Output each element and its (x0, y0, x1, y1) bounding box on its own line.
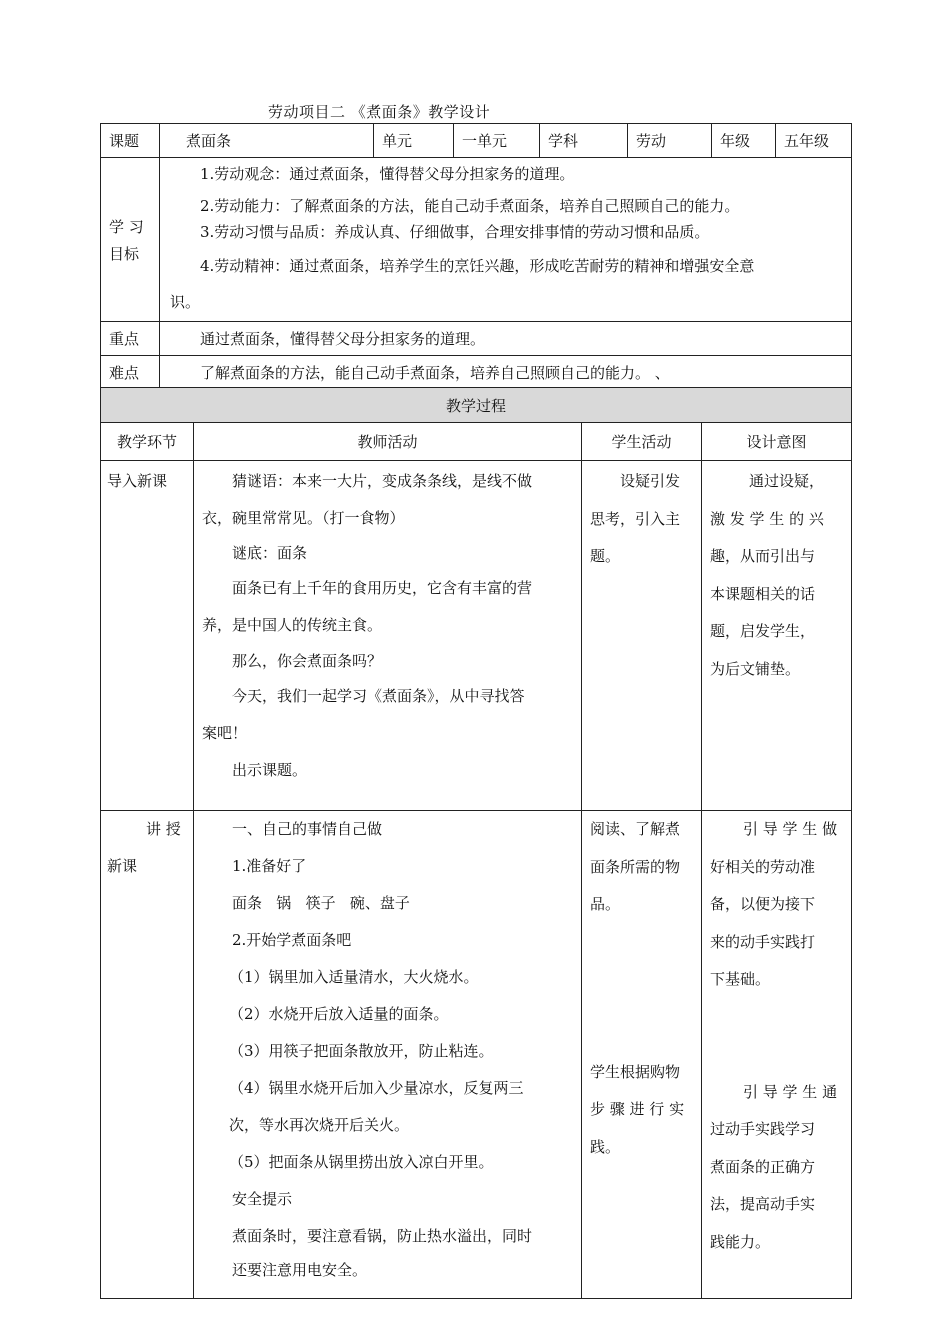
objective-item: 识。 (170, 293, 201, 311)
student-line: 思考，引入主 (590, 509, 681, 528)
intent-line: 引 导 学 生 做 (743, 820, 838, 838)
stage-lecture (101, 811, 194, 1299)
objective-item: 2.劳动能力：了解煮面条的方法，能自己动手煮面条，培养自己照顾自己的能力。 (200, 197, 740, 215)
student-line: 面条所需的物 (590, 857, 681, 876)
teacher-line: （5）把面条从锅里捞出放入凉白开里。 (229, 1153, 494, 1171)
teacher-line: 还要注意用电安全。 (232, 1261, 368, 1279)
teacher-line: 养，是中国人的传统主食。 (202, 616, 383, 634)
process-table (100, 387, 852, 1299)
unit-value: 一单元 (454, 124, 540, 158)
header-student: 学生活动 (582, 423, 702, 461)
header-intent: 设计意图 (702, 423, 852, 461)
objectives-label-line1: 学 习 (109, 217, 144, 236)
stage-intro (101, 461, 194, 811)
difficulty-label: 难点 (101, 356, 160, 390)
unit-label: 单元 (374, 124, 454, 158)
student-line: 设疑引发 (620, 472, 681, 490)
teacher-line: 煮面条时，要注意看锅，防止热水溢出，同时 (232, 1227, 533, 1245)
objective-item: 4.劳动精神：通过煮面条，培养学生的烹饪兴趣，形成吃苦耐劳的精神和增强安全意 (200, 257, 755, 275)
objectives-label-line2: 目标 (109, 244, 140, 263)
teacher-line: 安全提示 (232, 1190, 293, 1208)
intent-line: 过动手实践学习 (710, 1120, 816, 1138)
stage-lecture-label-2: 新课 (107, 857, 138, 875)
student-line: 题。 (590, 547, 621, 565)
intent-line: 激 发 学 生 的 兴 (710, 509, 824, 528)
intent-line: 备，以便为接下 (710, 895, 816, 913)
teacher-line: 猜谜语：本来一大片，变成条条线，是线不做 (232, 472, 533, 490)
student-line: 阅读、了解煮 (590, 820, 681, 838)
intent-line: 好相关的劳动准 (710, 857, 816, 876)
teacher-line: 次，等水再次烧开后关火。 (229, 1116, 410, 1134)
intent-line: 通过设疑， (749, 472, 825, 490)
teacher-line: （3）用筷子把面条散放开，防止粘连。 (229, 1042, 494, 1060)
intent-line: 煮面条的正确方 (710, 1157, 816, 1176)
intent-line: 本课题相关的话 (710, 584, 816, 603)
stage-intro-label: 导入新课 (107, 472, 168, 490)
student-line: 学生根据购物 (590, 1062, 681, 1081)
difficulty-value: 了解煮面条的方法，能自己动手煮面条，培养自己照顾自己的能力。 、 (160, 356, 852, 390)
topic-value: 煮面条 (160, 124, 374, 158)
teacher-line: （1）锅里加入适量清水，大火烧水。 (229, 968, 479, 986)
teacher-line: 1.准备好了 (232, 857, 307, 875)
document-title: 劳动项目二 《煮面条》教学设计 (268, 103, 491, 121)
header-teacher: 教师活动 (194, 423, 582, 461)
intent-lecture (702, 811, 852, 1299)
intent-line: 法，提高动手实 (710, 1195, 816, 1213)
student-line: 品。 (590, 895, 621, 913)
info-table (100, 123, 852, 390)
objectives-label (101, 158, 160, 322)
intent-line: 来的动手实践打 (710, 932, 816, 951)
intent-intro (702, 461, 852, 811)
student-lecture (582, 811, 702, 1299)
topic-label: 课题 (101, 124, 160, 158)
student-line: 步 骤 进 行 实 (590, 1100, 685, 1118)
stage-lecture-label-1: 讲 授 (146, 820, 181, 838)
header-stage: 教学环节 (101, 423, 194, 461)
intent-line: 题，启发学生， (710, 622, 816, 640)
teacher-line: 案吧！ (202, 724, 248, 742)
grade-value: 五年级 (776, 124, 852, 158)
teacher-line: 面条已有上千年的食用历史，它含有丰富的营 (232, 579, 533, 597)
teacher-line: （4）锅里水烧开后加入少量凉水，反复两三 (229, 1079, 524, 1097)
subject-label: 学科 (540, 124, 628, 158)
teacher-line: 一、自己的事情自己做 (232, 820, 383, 838)
intent-line: 为后文铺垫。 (710, 659, 801, 678)
objective-item: 3.劳动习惯与品质：养成认真、仔细做事，合理安排事情的劳动习惯和品质。 (200, 223, 710, 241)
teacher-line: 那么，你会煮面条吗？ (232, 652, 383, 670)
teacher-lecture (194, 811, 582, 1299)
intent-line: 趣，从而引出与 (710, 547, 816, 565)
intent-line: 下基础。 (710, 970, 771, 988)
key-label: 重点 (101, 322, 160, 356)
teacher-line: 谜底：面条 (232, 544, 308, 562)
student-line: 践。 (590, 1137, 621, 1156)
process-banner: 教学过程 (101, 388, 852, 423)
teacher-line: 衣，碗里常常见。（打一食物） (202, 509, 405, 527)
intent-line: 践能力。 (710, 1232, 771, 1251)
teacher-line: 2.开始学煮面条吧 (232, 931, 352, 949)
teacher-line: 面条 锅 筷子 碗、盘子 (232, 894, 410, 912)
intent-line: 引 导 学 生 通 (743, 1082, 838, 1101)
objective-item: 1.劳动观念：通过煮面条，懂得替父母分担家务的道理。 (200, 165, 575, 183)
teacher-line: 出示课题。 (232, 761, 308, 779)
grade-label: 年级 (712, 124, 776, 158)
teacher-intro (194, 461, 582, 811)
teacher-line: （2）水烧开后放入适量的面条。 (229, 1005, 449, 1023)
key-value: 通过煮面条，懂得替父母分担家务的道理。 (160, 322, 852, 356)
student-intro (582, 461, 702, 811)
objectives-cell (160, 158, 852, 322)
subject-value: 劳动 (628, 124, 712, 158)
teacher-line: 今天，我们一起学习《煮面条》，从中寻找答 (232, 687, 525, 705)
